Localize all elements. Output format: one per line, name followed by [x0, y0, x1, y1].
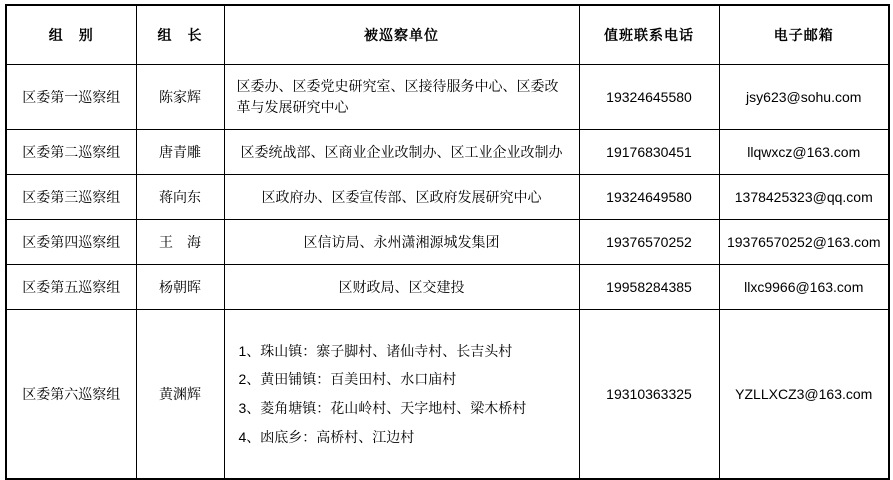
cell-leader: 唐青雕	[136, 130, 224, 175]
table-body	[6, 65, 889, 480]
cell-leader: 陈家辉	[136, 65, 224, 130]
village-list-line: 1、珠山镇：寨子脚村、诸仙寺村、长吉头村	[238, 342, 513, 359]
table-row	[6, 130, 889, 175]
inspection-groups-table	[5, 4, 890, 480]
village-list-line: 4、凼底乡：高桥村、江边村	[238, 428, 415, 445]
table-row	[6, 220, 889, 265]
cell-group: 区委第四巡察组	[6, 220, 136, 265]
cell-group: 区委第三巡察组	[6, 175, 136, 220]
header-group: 组 别	[6, 5, 136, 65]
cell-email: llxc9966@163.com	[719, 265, 889, 310]
cell-units	[224, 310, 579, 480]
header-leader: 组 长	[136, 5, 224, 65]
cell-email: llqwxcz@163.com	[719, 130, 889, 175]
cell-units: 区财政局、区交建投	[224, 265, 579, 310]
table-row	[6, 265, 889, 310]
cell-email: 1378425323@qq.com	[719, 175, 889, 220]
cell-phone: 19324649580	[579, 175, 719, 220]
table-row	[6, 175, 889, 220]
table-header	[6, 5, 889, 65]
document-sheet	[0, 4, 893, 474]
cell-phone: 19958284385	[579, 265, 719, 310]
cell-leader: 杨朝晖	[136, 265, 224, 310]
cell-email: YZLLXCZ3@163.com	[719, 310, 889, 480]
cell-phone: 19324645580	[579, 65, 719, 130]
cell-units: 区政府办、区委宣传部、区政府发展研究中心	[224, 175, 579, 220]
cell-leader: 黄渊辉	[136, 310, 224, 480]
cell-leader: 蒋向东	[136, 175, 224, 220]
header-email: 电子邮箱	[719, 5, 889, 65]
village-list-line: 2、黄田铺镇：百美田村、水口庙村	[238, 371, 457, 388]
table-row	[6, 310, 889, 480]
cell-units: 区委统战部、区商业企业改制办、区工业企业改制办	[224, 130, 579, 175]
cell-phone: 19376570252	[579, 220, 719, 265]
village-list	[229, 335, 575, 454]
cell-email: 19376570252@163.com	[719, 220, 889, 265]
header-phone: 值班联系电话	[579, 5, 719, 65]
cell-group: 区委第一巡察组	[6, 65, 136, 130]
cell-group: 区委第二巡察组	[6, 130, 136, 175]
cell-units: 区委办、区委党史研究室、区接待服务中心、区委改革与发展研究中心	[224, 65, 579, 130]
village-list-line: 3、菱角塘镇：花山岭村、天字地村、梁木桥村	[238, 400, 527, 416]
cell-phone: 19176830451	[579, 130, 719, 175]
cell-email: jsy623@sohu.com	[719, 65, 889, 130]
cell-group: 区委第六巡察组	[6, 310, 136, 480]
cell-leader: 王 海	[136, 220, 224, 265]
cell-units: 区信访局、永州潇湘源城发集团	[224, 220, 579, 265]
header-row	[6, 5, 889, 65]
cell-group: 区委第五巡察组	[6, 265, 136, 310]
header-units: 被巡察单位	[224, 5, 579, 65]
table-row	[6, 65, 889, 130]
cell-phone: 19310363325	[579, 310, 719, 480]
